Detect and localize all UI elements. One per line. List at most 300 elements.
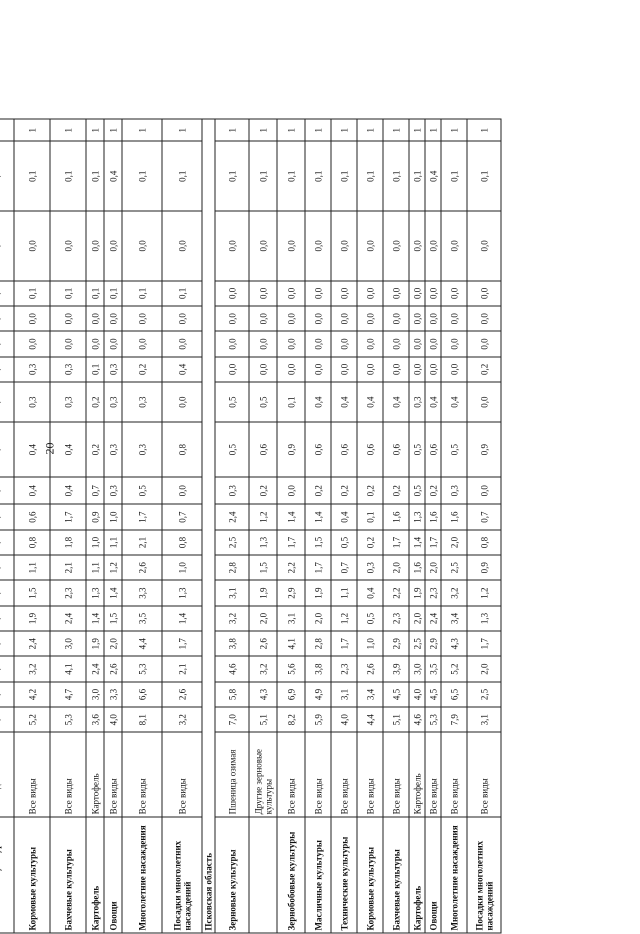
value-cell: 0,0: [14, 306, 50, 331]
value-cell: 0,0: [122, 306, 162, 331]
value-cell: 0,6: [357, 422, 383, 477]
value-cell: 0,0: [162, 331, 202, 356]
value-cell: 0,1: [249, 141, 277, 211]
value-cell: [0, 357, 14, 382]
value-cell: 0,0: [425, 331, 441, 356]
value-cell: 3,9: [383, 656, 409, 681]
value-cell: 0,1: [357, 141, 383, 211]
value-cell: 1,7: [122, 504, 162, 529]
value-cell: 2,0: [425, 555, 441, 580]
value-cell: 3,2: [14, 656, 50, 681]
value-cell: 0,4: [14, 477, 50, 504]
value-cell: 0,7: [331, 555, 357, 580]
value-cell: 0,0: [277, 331, 305, 356]
value-cell: 1,2: [467, 580, 501, 605]
value-cell: 0,3: [104, 422, 122, 477]
value-cell: 0,1: [50, 281, 86, 306]
table-row: [331, 119, 357, 933]
crop-category-cell: Бахчевые культуры: [50, 817, 86, 933]
value-cell: 0,6: [14, 504, 50, 529]
value-cell: 1: [409, 119, 425, 141]
crop-type-cell: Все виды: [331, 732, 357, 816]
value-cell: 1,3: [249, 530, 277, 555]
value-cell: 4,5: [383, 682, 409, 707]
value-cell: 0,6: [305, 422, 331, 477]
value-cell: 0,1: [331, 141, 357, 211]
value-cell: 0,0: [305, 281, 331, 306]
value-cell: [0, 656, 14, 681]
value-cell: 7,9: [441, 707, 467, 732]
table-row: [305, 119, 331, 933]
crop-category-cell: Многолетние насаждения: [441, 817, 467, 933]
value-cell: 1,4: [305, 504, 331, 529]
value-cell: 1,5: [249, 555, 277, 580]
value-cell: 1,4: [104, 580, 122, 605]
value-cell: 0,3: [409, 382, 425, 422]
value-cell: 0,0: [331, 357, 357, 382]
value-cell: 3,0: [409, 656, 425, 681]
value-cell: 0,5: [215, 422, 249, 477]
value-cell: 0,1: [50, 141, 86, 211]
value-cell: 1,8: [50, 530, 86, 555]
value-cell: [0, 119, 14, 141]
value-cell: 0,0: [249, 281, 277, 306]
value-cell: 1,3: [409, 504, 425, 529]
value-cell: 0,0: [249, 306, 277, 331]
table-row: [425, 119, 441, 933]
value-cell: 0,0: [357, 306, 383, 331]
crop-type-cell: Все виды: [50, 732, 86, 816]
value-cell: 1,6: [441, 504, 467, 529]
value-cell: 0,3: [104, 382, 122, 422]
value-cell: 1,7: [331, 631, 357, 656]
crop-category-cell: Картофель: [86, 817, 104, 933]
value-cell: 0,0: [277, 477, 305, 504]
value-cell: 1: [104, 119, 122, 141]
value-cell: 4,9: [305, 682, 331, 707]
value-cell: 1,4: [162, 606, 202, 631]
value-cell: 0,4: [331, 504, 357, 529]
value-cell: 2,6: [249, 631, 277, 656]
crop-type-cell: Другие зерновые культуры: [249, 732, 277, 816]
value-cell: 0,0: [357, 281, 383, 306]
value-cell: [0, 477, 14, 504]
value-cell: 1,9: [305, 580, 331, 605]
value-cell: 2,4: [86, 656, 104, 681]
value-cell: 0,0: [331, 281, 357, 306]
crop-type-cell: Все виды: [14, 732, 50, 816]
crop-category-cell: Бахчевые культуры: [383, 817, 409, 933]
value-cell: 0,0: [425, 306, 441, 331]
value-cell: 0,0: [249, 331, 277, 356]
crop-type-cell: Картофель: [409, 732, 425, 816]
value-cell: 0,0: [383, 306, 409, 331]
value-cell: 2,8: [215, 555, 249, 580]
value-cell: 3,4: [357, 682, 383, 707]
value-cell: 0,4: [425, 141, 441, 211]
value-cell: 1,5: [104, 606, 122, 631]
value-cell: 0,9: [467, 422, 501, 477]
value-cell: 0,0: [249, 211, 277, 281]
crop-type-cell: Все виды: [425, 732, 441, 816]
value-cell: 1,0: [162, 555, 202, 580]
value-cell: 4,3: [249, 682, 277, 707]
value-cell: 0,0: [122, 211, 162, 281]
value-cell: [0, 504, 14, 529]
value-cell: 0,7: [162, 504, 202, 529]
value-cell: [0, 707, 14, 732]
value-cell: 0,0: [409, 281, 425, 306]
value-cell: 0,0: [357, 211, 383, 281]
value-cell: 0,1: [86, 281, 104, 306]
value-cell: 0,0: [249, 357, 277, 382]
value-cell: 2,0: [305, 606, 331, 631]
crop-category-cell: Технические культуры: [331, 817, 357, 933]
value-cell: 2,5: [409, 631, 425, 656]
value-cell: 0,1: [409, 141, 425, 211]
value-cell: 0,5: [409, 477, 425, 504]
value-cell: [0, 530, 14, 555]
value-cell: 0,0: [86, 331, 104, 356]
value-cell: 3,2: [441, 580, 467, 605]
value-cell: 0,4: [357, 382, 383, 422]
value-cell: 2,8: [305, 631, 331, 656]
crop-category-cell: Посадки многолетних насаждений: [162, 817, 202, 933]
value-cell: 1,2: [331, 606, 357, 631]
value-cell: 3,5: [122, 606, 162, 631]
value-cell: 8,2: [277, 707, 305, 732]
value-cell: 0,3: [14, 357, 50, 382]
value-cell: 3,6: [86, 707, 104, 732]
value-cell: 0,1: [357, 504, 383, 529]
value-cell: 0,0: [331, 331, 357, 356]
value-cell: 0,0: [441, 357, 467, 382]
value-cell: 0,2: [249, 477, 277, 504]
value-cell: 0,5: [357, 606, 383, 631]
value-cell: 0,9: [467, 555, 501, 580]
value-cell: 1,7: [50, 504, 86, 529]
value-cell: 2,0: [383, 555, 409, 580]
value-cell: 0,0: [305, 211, 331, 281]
value-cell: 1,0: [357, 631, 383, 656]
value-cell: 3,2: [215, 606, 249, 631]
value-cell: 0,0: [305, 357, 331, 382]
crop-type-cell: Все виды: [441, 732, 467, 816]
value-cell: 1,5: [14, 580, 50, 605]
value-cell: 0,0: [50, 306, 86, 331]
value-cell: 4,3: [441, 631, 467, 656]
crop-category-cell: Овощи: [104, 817, 122, 933]
value-cell: 3,1: [331, 682, 357, 707]
crop-type-cell: Все виды: [162, 732, 202, 816]
value-cell: 0,5: [331, 530, 357, 555]
value-cell: [0, 331, 14, 356]
crop-category-cell: Масличные культуры: [305, 817, 331, 933]
value-cell: 2,2: [383, 580, 409, 605]
crop-type-cell: [0, 732, 14, 816]
value-cell: 2,5: [441, 555, 467, 580]
value-cell: 0,0: [104, 211, 122, 281]
value-cell: 0,0: [50, 331, 86, 356]
value-cell: 2,0: [441, 530, 467, 555]
table-row: [467, 119, 501, 933]
value-cell: 0,1: [14, 141, 50, 211]
value-cell: 0,1: [277, 382, 305, 422]
value-cell: 4,6: [215, 656, 249, 681]
table-row: [86, 119, 104, 933]
value-cell: 0,1: [162, 141, 202, 211]
value-cell: 1: [331, 119, 357, 141]
value-cell: 0,0: [383, 331, 409, 356]
value-cell: 0,4: [441, 382, 467, 422]
value-cell: 0,8: [162, 530, 202, 555]
value-cell: [0, 422, 14, 477]
value-cell: 0,5: [441, 422, 467, 477]
value-cell: 0,0: [409, 211, 425, 281]
value-cell: 1,7: [277, 530, 305, 555]
value-cell: 0,3: [14, 382, 50, 422]
table-row: [162, 119, 202, 933]
value-cell: 3,0: [86, 682, 104, 707]
value-cell: 2,0: [409, 606, 425, 631]
value-cell: 4,2: [14, 682, 50, 707]
value-cell: 1: [277, 119, 305, 141]
value-cell: 0,0: [14, 331, 50, 356]
value-cell: 0,0: [441, 211, 467, 281]
rotated-table-container: [0, 119, 507, 934]
value-cell: 0,8: [162, 422, 202, 477]
value-cell: 0,3: [122, 422, 162, 477]
value-cell: 3,1: [215, 580, 249, 605]
value-cell: 0,0: [441, 281, 467, 306]
value-cell: 0,6: [249, 422, 277, 477]
value-cell: 0,3: [50, 357, 86, 382]
value-cell: 8,1: [122, 707, 162, 732]
value-cell: 0,3: [357, 555, 383, 580]
value-cell: 5,3: [122, 656, 162, 681]
value-cell: 2,4: [50, 606, 86, 631]
value-cell: 0,4: [305, 382, 331, 422]
crop-type-cell: Все виды: [357, 732, 383, 816]
value-cell: [0, 306, 14, 331]
value-cell: 1,9: [14, 606, 50, 631]
value-cell: 3,3: [104, 682, 122, 707]
crop-category-cell: [249, 817, 277, 933]
value-cell: 2,3: [425, 580, 441, 605]
crop-type-cell: Все виды: [305, 732, 331, 816]
value-cell: 2,6: [357, 656, 383, 681]
value-cell: 0,0: [277, 281, 305, 306]
value-cell: 4,1: [277, 631, 305, 656]
value-cell: 1,1: [86, 555, 104, 580]
crop-type-cell: Все виды: [383, 732, 409, 816]
value-cell: 0,0: [467, 382, 501, 422]
value-cell: 0,0: [104, 306, 122, 331]
value-cell: 0,1: [277, 141, 305, 211]
value-cell: 0,1: [86, 141, 104, 211]
value-cell: 2,3: [331, 656, 357, 681]
value-cell: 1: [122, 119, 162, 141]
value-cell: 0,6: [425, 422, 441, 477]
value-cell: 2,3: [383, 606, 409, 631]
value-cell: 0,6: [331, 422, 357, 477]
value-cell: 0,4: [383, 382, 409, 422]
value-cell: 1,3: [467, 606, 501, 631]
value-cell: 2,0: [104, 631, 122, 656]
value-cell: 0,2: [425, 477, 441, 504]
value-cell: 5,1: [249, 707, 277, 732]
value-cell: 6,6: [122, 682, 162, 707]
value-cell: [0, 580, 14, 605]
value-cell: 0,2: [86, 382, 104, 422]
value-cell: 0,2: [357, 477, 383, 504]
value-cell: 0,0: [215, 357, 249, 382]
value-cell: 1,5: [305, 530, 331, 555]
value-cell: 0,0: [104, 331, 122, 356]
value-cell: 2,3: [50, 580, 86, 605]
value-cell: 4,0: [409, 682, 425, 707]
value-cell: 1,1: [14, 555, 50, 580]
value-cell: 1: [305, 119, 331, 141]
value-cell: 0,9: [277, 422, 305, 477]
value-cell: 0,0: [215, 211, 249, 281]
value-cell: 0,1: [162, 281, 202, 306]
value-cell: 1,9: [249, 580, 277, 605]
value-cell: [0, 382, 14, 422]
value-cell: 0,0: [409, 357, 425, 382]
value-cell: 0,6: [383, 422, 409, 477]
value-cell: 2,4: [215, 504, 249, 529]
value-cell: 0,0: [467, 211, 501, 281]
value-cell: 0,1: [215, 141, 249, 211]
value-cell: 1,7: [305, 555, 331, 580]
crop-type-cell: Пшеница озимая: [215, 732, 249, 816]
value-cell: 6,9: [277, 682, 305, 707]
value-cell: 0,4: [425, 382, 441, 422]
table-row: [122, 119, 162, 933]
value-cell: 2,0: [467, 656, 501, 681]
value-cell: 0,0: [331, 211, 357, 281]
value-cell: 0,2: [467, 357, 501, 382]
value-cell: 0,0: [122, 331, 162, 356]
value-cell: 0,2: [383, 477, 409, 504]
value-cell: 1,6: [425, 504, 441, 529]
value-cell: 0,2: [331, 477, 357, 504]
value-cell: 0,0: [425, 211, 441, 281]
value-cell: 5,3: [50, 707, 86, 732]
value-cell: 0,2: [305, 477, 331, 504]
value-cell: 5,2: [441, 656, 467, 681]
value-cell: 0,1: [305, 141, 331, 211]
value-cell: 3,3: [122, 580, 162, 605]
value-cell: 0,2: [86, 422, 104, 477]
value-cell: 0,0: [425, 281, 441, 306]
value-cell: 0,1: [122, 141, 162, 211]
value-cell: 0,0: [467, 477, 501, 504]
value-cell: 4,4: [357, 707, 383, 732]
crop-type-cell: Все виды: [277, 732, 305, 816]
data-table: [0, 119, 502, 934]
crop-category-cell: Зерновые культуры: [215, 817, 249, 933]
value-cell: 0,4: [104, 141, 122, 211]
value-cell: 1,6: [383, 504, 409, 529]
value-cell: 5,9: [305, 707, 331, 732]
value-cell: 1,1: [104, 530, 122, 555]
value-cell: 4,6: [409, 707, 425, 732]
crop-category-cell: Посадки многолетних насаждений: [467, 817, 501, 933]
value-cell: 0,0: [215, 306, 249, 331]
table-row: [50, 119, 86, 933]
value-cell: 0,5: [122, 477, 162, 504]
table-row: [383, 119, 409, 933]
value-cell: 1,0: [104, 504, 122, 529]
crop-category-cell: Картофель: [409, 817, 425, 933]
value-cell: 0,0: [383, 357, 409, 382]
value-cell: 0,5: [215, 382, 249, 422]
value-cell: 1: [383, 119, 409, 141]
crop-type-cell: Все виды: [467, 732, 501, 816]
value-cell: 1,6: [409, 555, 425, 580]
value-cell: 1: [86, 119, 104, 141]
value-cell: 3,5: [425, 656, 441, 681]
value-cell: 0,4: [50, 477, 86, 504]
table-row: [277, 119, 305, 933]
value-cell: 6,5: [441, 682, 467, 707]
value-cell: 1: [162, 119, 202, 141]
crop-category-cell: Кормовые культуры: [357, 817, 383, 933]
value-cell: 0,3: [215, 477, 249, 504]
crop-category-cell: Овощи: [425, 817, 441, 933]
value-cell: 0,1: [383, 141, 409, 211]
table-row: [441, 119, 467, 933]
value-cell: 0,0: [467, 331, 501, 356]
value-cell: 0,0: [215, 331, 249, 356]
value-cell: 1,4: [409, 530, 425, 555]
value-cell: 1: [357, 119, 383, 141]
value-cell: 0,1: [122, 281, 162, 306]
value-cell: 0,0: [425, 357, 441, 382]
value-cell: 0,0: [162, 306, 202, 331]
value-cell: 0,2: [357, 530, 383, 555]
value-cell: 1,9: [86, 631, 104, 656]
value-cell: 3,8: [215, 631, 249, 656]
value-cell: 1,0: [86, 530, 104, 555]
table-row: [409, 119, 425, 933]
value-cell: 1,9: [409, 580, 425, 605]
crop-category-cell: Зернобобовые культуры: [277, 817, 305, 933]
crop-category-cell: Кормовые культуры: [14, 817, 50, 933]
value-cell: 2,9: [277, 580, 305, 605]
value-cell: 1,3: [86, 580, 104, 605]
value-cell: 0,0: [441, 306, 467, 331]
value-cell: 0,4: [162, 357, 202, 382]
value-cell: 0,0: [162, 382, 202, 422]
table-row: [0, 119, 14, 933]
value-cell: 3,4: [441, 606, 467, 631]
value-cell: 0,0: [305, 306, 331, 331]
value-cell: 0,3: [104, 357, 122, 382]
value-cell: 0,4: [50, 422, 86, 477]
value-cell: 0,8: [467, 530, 501, 555]
value-cell: 2,5: [215, 530, 249, 555]
value-cell: 3,2: [249, 656, 277, 681]
value-cell: 1: [425, 119, 441, 141]
value-cell: 0,4: [331, 382, 357, 422]
value-cell: 0,3: [50, 382, 86, 422]
value-cell: 0,9: [86, 504, 104, 529]
value-cell: 5,1: [383, 707, 409, 732]
value-cell: 1,4: [277, 504, 305, 529]
